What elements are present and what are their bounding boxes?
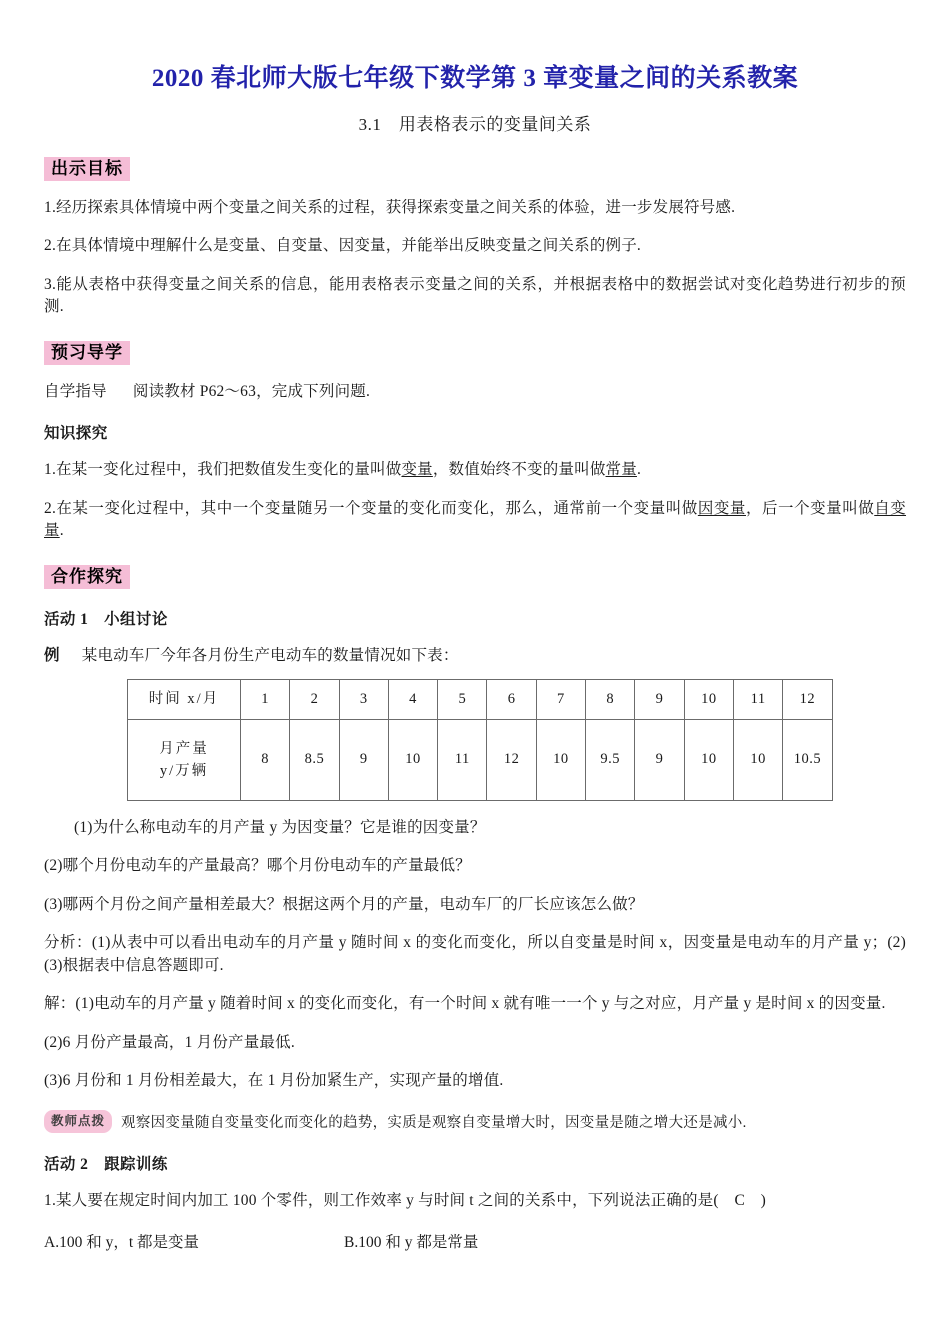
section-tag-cooperate: 合作探究 xyxy=(44,565,130,589)
knowledge-1-blank-1: 变量 xyxy=(401,461,433,479)
question-3: (3)哪两个月份之间产量相差最大？根据这两个月的产量，电动车厂的厂长应该怎么做？ xyxy=(44,895,644,913)
table-cell-output: 8 xyxy=(241,719,290,800)
table-cell-month: 1 xyxy=(241,679,290,719)
production-table xyxy=(127,679,833,801)
question-2: (2)哪个月份电动车的产量最高？哪个月份电动车的产量最低？ xyxy=(44,857,471,875)
table-cell-output: 10.5 xyxy=(783,719,832,800)
self-study-text: 阅读教材 P62～63，完成下列问题. xyxy=(132,382,371,400)
table-cell-month: 3 xyxy=(339,679,388,719)
teacher-tip xyxy=(44,1110,906,1135)
table-cell-output: 8.5 xyxy=(290,719,339,800)
table-cell-month: 10 xyxy=(684,679,733,719)
table-cell-month: 4 xyxy=(388,679,437,719)
table-cell-output: 10 xyxy=(684,719,733,800)
table-cell-output: 9.5 xyxy=(586,719,635,800)
knowledge-2-blank-1: 因变量 xyxy=(697,499,746,517)
table-cell-month: 11 xyxy=(733,679,782,719)
table-cell-output: 9 xyxy=(339,719,388,800)
table-cell-output: 10 xyxy=(536,719,585,800)
objective-item-3: 3.能从表格中获得变量之间关系的信息，能用表格表示变量之间的关系，并根据表格中的数据尝试对变化趋势进行初步的预测. xyxy=(44,275,906,316)
practice-question-1: 1.某人要在规定时间内加工 100 个零件，则工作效率 y 与时间 t 之间的关系中，下列说法正确的是( C ) xyxy=(44,1192,767,1210)
table-row-label-output-line1: 月产量 xyxy=(159,740,209,757)
production-table-wrapper xyxy=(44,679,906,801)
section-header-preview xyxy=(44,341,906,365)
table-cell-output: 9 xyxy=(635,719,684,800)
table-row-label-output-line2: y/万辆 xyxy=(159,762,209,779)
table-cell-output: 10 xyxy=(388,719,437,800)
knowledge-1-text-a: 1.在某一变化过程中，我们把数值发生变化的量叫做 xyxy=(44,461,402,479)
table-cell-month: 8 xyxy=(586,679,635,719)
knowledge-item-1 xyxy=(44,459,906,481)
example-line xyxy=(44,645,906,667)
section-tag-objectives: 出示目标 xyxy=(44,157,130,181)
example-text: 某电动车厂今年各月份生产电动车的数量情况如下表： xyxy=(81,646,459,664)
table-cell-month: 2 xyxy=(290,679,339,719)
knowledge-item-2 xyxy=(44,498,906,543)
activity-2-heading: 活动 2 跟踪训练 xyxy=(44,1156,168,1174)
analysis-text: 分析：(1)从表中可以看出电动车的月产量 y 随时间 x 的变化而变化，所以自变量是时间 x，因变量是电动车的月产量 y；(2)(3)根据表中信息答题即可. xyxy=(44,934,906,974)
knowledge-2-text-a: 2.在某一变化过程中，其中一个变量随另一个变量的变化而变化，那么，通常前一个变量叫做 xyxy=(44,499,698,517)
activity-1-heading: 活动 1 小组讨论 xyxy=(44,610,168,628)
practice-options xyxy=(44,1230,906,1252)
self-study-guide xyxy=(44,381,906,403)
section-header-objectives xyxy=(44,157,906,181)
table-cell-month: 6 xyxy=(487,679,536,719)
objective-item-1: 1.经历探索具体情境中两个变量之间关系的过程，获得探索变量之间关系的体验，进一步发展符号感. xyxy=(44,198,736,216)
knowledge-1-text-b: ，数值始终不变的量叫做 xyxy=(432,461,606,479)
knowledge-1-text-c: . xyxy=(636,461,642,479)
table-cell-output: 10 xyxy=(733,719,782,800)
table-cell-output: 11 xyxy=(438,719,487,800)
table-row xyxy=(128,679,833,719)
page-title: 2020 春北师大版七年级下数学第 3 章变量之间的关系教案 xyxy=(151,65,799,92)
teacher-tip-badge: 教师点拨 xyxy=(44,1110,112,1134)
option-a: A.100 和 y，t 都是变量 xyxy=(44,1233,200,1251)
knowledge-heading: 知识探究 xyxy=(44,425,108,443)
table-row-label-output xyxy=(128,719,241,800)
self-study-label: 自学指导 xyxy=(44,382,107,400)
table-cell-output: 12 xyxy=(487,719,536,800)
knowledge-2-text-b: ，后一个变量叫做 xyxy=(745,499,875,517)
teacher-tip-text: 观察因变量随自变量变化而变化的趋势，实质是观察自变量增大时，因变量是随之增大还是减小. xyxy=(121,1114,747,1131)
table-cell-month: 12 xyxy=(783,679,832,719)
knowledge-1-blank-2: 常量 xyxy=(605,461,637,479)
section-tag-preview: 预习导学 xyxy=(44,341,130,365)
table-cell-month: 5 xyxy=(438,679,487,719)
question-1: (1)为什么称电动车的月产量 y 为因变量？它是谁的因变量？ xyxy=(74,818,486,836)
solution-part-1: 解：(1)电动车的月产量 y 随着时间 x 的变化而变化，有一个时间 x 就有唯一一个 y 与之对应，月产量 y 是时间 x 的因变量. xyxy=(44,995,886,1013)
option-b: B.100 和 y 都是常量 xyxy=(344,1233,479,1251)
solution-part-2: (2)6 月份产量最高，1 月份产量最低. xyxy=(44,1033,295,1051)
knowledge-2-text-c: . xyxy=(59,522,64,540)
table-cell-month: 7 xyxy=(536,679,585,719)
section-header-cooperate xyxy=(44,565,906,589)
solution-part-3: (3)6 月份和 1 月份相差最大，在 1 月份加紧生产，实现产量的增值. xyxy=(44,1072,504,1090)
table-cell-month: 9 xyxy=(635,679,684,719)
objective-item-2: 2.在具体情境中理解什么是变量、自变量、因变量，并能举出反映变量之间关系的例子. xyxy=(44,237,642,255)
table-row-label-time: 时间 x/月 xyxy=(128,679,241,719)
table-row xyxy=(128,719,833,800)
page-subtitle: 3.1 用表格表示的变量间关系 xyxy=(358,114,592,134)
knowledge-2-blank-2: 自变量 xyxy=(44,499,907,540)
example-label: 例 xyxy=(44,646,60,664)
